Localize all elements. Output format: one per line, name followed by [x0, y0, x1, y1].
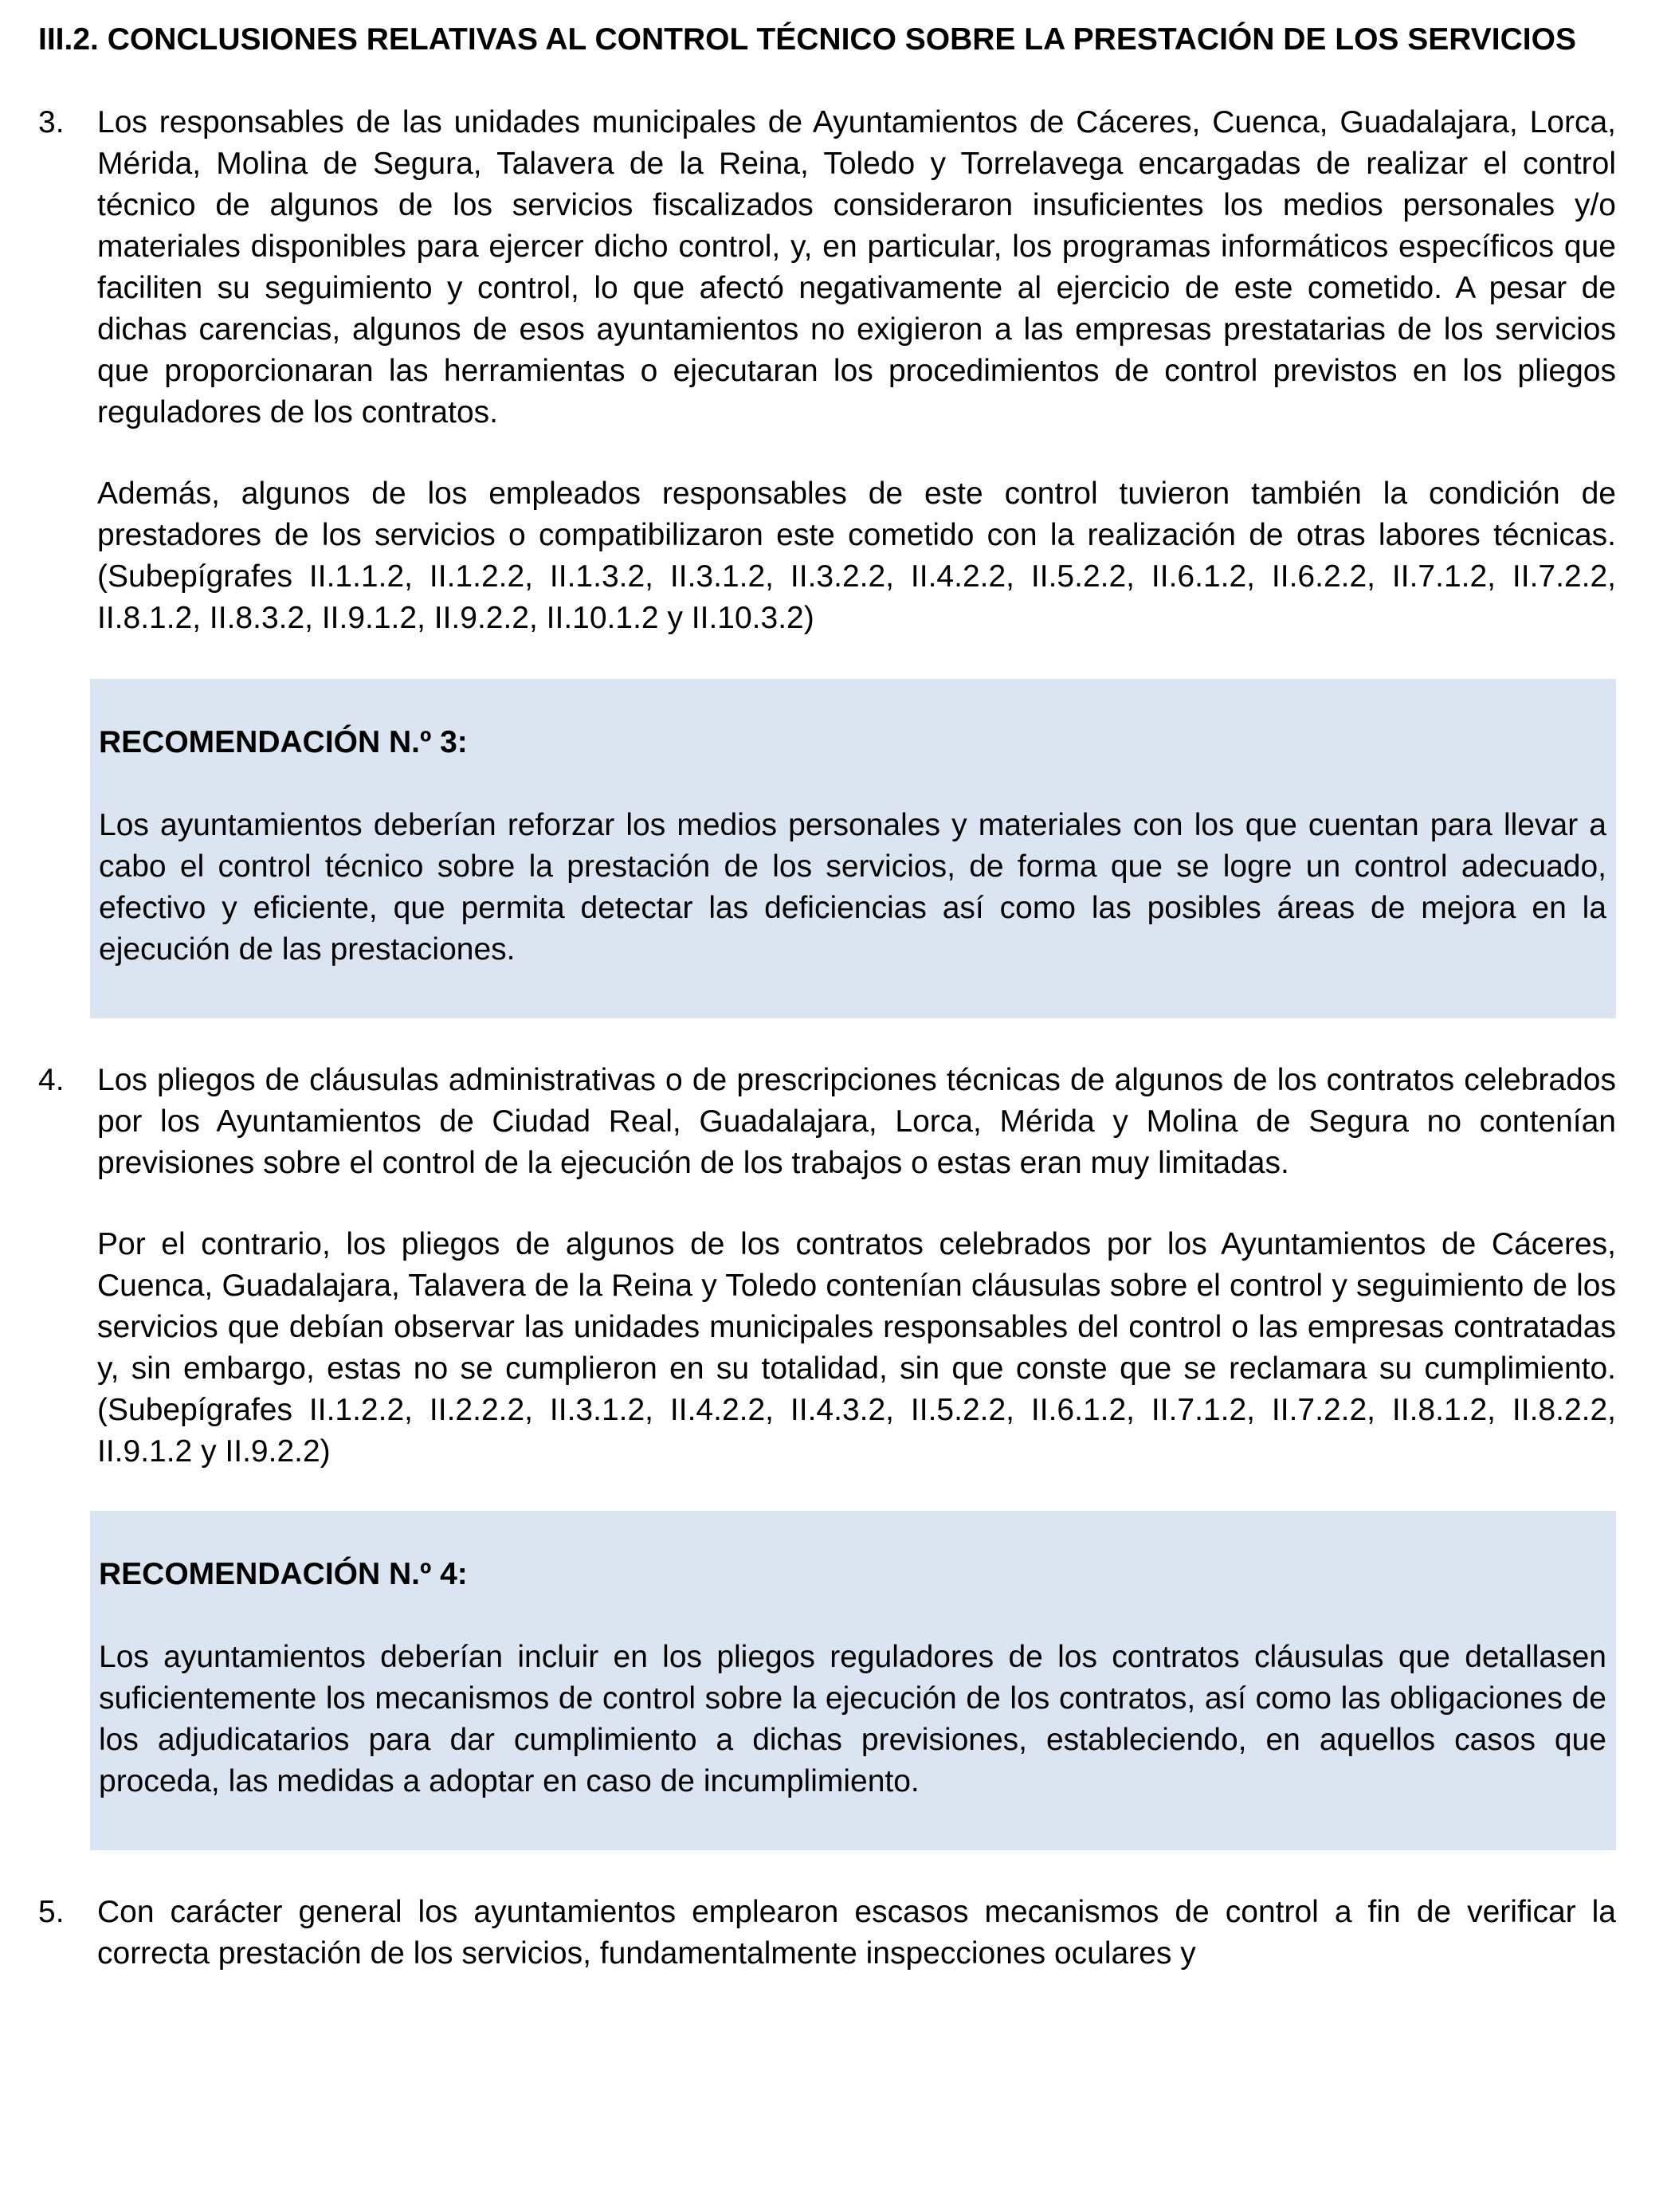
recommendation-text: Los ayuntamientos deberían reforzar los medios personales y materiales con los que cuentan para llevar a cabo el control técnico sobre la prestación de los servicios, de forma que se logre un control adecuado, efectivo y eficiente, que permita detectar las deficiencias así como las posibles áreas de mejora en la ejecución de las prestaciones. [99, 808, 1606, 967]
item-number: 4. [38, 1063, 65, 1097]
item-paragraph: Por el contrario, los pliegos de algunos de los contratos celebrados por los Ayuntamientos de Cáceres, Cuenca, Guadalajara, Talavera de la Reina y Toledo contenían cláusulas sobre el control y seguimiento de los servicios que debían observar las unidades municipales responsables del control o las empresas contratadas y, sin embargo, estas no se cumplieron en su totalidad, sin que conste que se reclamara su cumplimiento. (Subepígrafes II.1.2.2, II.2.2.2, II.3.1.2, II.4.2.2, II.4.3.2, II.5.2.2, II.6.1.2, II.7.1.2, II.7.2.2, II.8.1.2, II.8.2.2, II.9.1.2 y II.9.2.2) [97, 1227, 1616, 1469]
item-number: 5. [38, 1895, 65, 1929]
item-5 [38, 1892, 1616, 1975]
item-paragraph: Con carácter general los ayuntamientos emplearon escasos mecanismos de control a fin de verificar la correcta prestación de los servicios, fundamentalmente inspecciones oculares y [97, 1895, 1616, 1971]
recommendation-text: Los ayuntamientos deberían incluir en los pliegos reguladores de los contratos cláusulas que detallasen suficientemente los mecanismos de control sobre la ejecución de los contratos, así como las obligaciones de los adjudicatarios para dar cumplimiento a dichas previsiones, estableciendo, en aquellos casos que proceda, las medidas a adoptar en caso de incumplimiento. [99, 1640, 1606, 1798]
recommendation-title: RECOMENDACIÓN N.º 3: [99, 725, 468, 759]
item-paragraph: Los responsables de las unidades municipales de Ayuntamientos de Cáceres, Cuenca, Guadalajara, Lorca, Mérida, Molina de Segura, Talavera de la Reina, Toledo y Torrelavega encargadas de realizar el control técnico de algunos de los servicios fiscalizados consideraron insuficientes los medios personales y/o materiales disponibles para ejercer dicho control, y, en particular, los programas informáticos específicos que faciliten su seguimiento y control, lo que afectó negativamente al ejercicio de este cometido. A pesar de dichas carencias, algunos de esos ayuntamientos no exigieron a las empresas prestatarias de los servicios que proporcionaran las herramientas o ejecutaran los procedimientos de control previstos en los pliegos reguladores de los contratos. [97, 105, 1616, 429]
recommendation-box [90, 1511, 1616, 1850]
recommendation-title: RECOMENDACIÓN N.º 4: [99, 1557, 468, 1591]
item-paragraph: Además, algunos de los empleados responsables de este control tuvieron también la condición de prestadores de los servicios o compatibilizaron este cometido con la realización de otras labores técnicas. (Subepígrafes II.1.1.2, II.1.2.2, II.1.3.2, II.3.1.2, II.3.2.2, II.4.2.2, II.5.2.2, II.6.1.2, II.6.2.2, II.7.1.2, II.7.2.2, II.8.1.2, II.8.3.2, II.9.1.2, II.9.2.2, II.10.1.2 y II.10.3.2) [97, 477, 1616, 635]
item-3 [38, 102, 1616, 639]
item-number: 3. [38, 105, 65, 139]
section-title: III.2. CONCLUSIONES RELATIVAS AL CONTROL TÉCNICO SOBRE LA PRESTACIÓN DE LOS SERVICIOS [38, 22, 1576, 57]
item-paragraph: Los pliegos de cláusulas administrativas o de prescripciones técnicas de algunos de los contratos celebrados por los Ayuntamientos de Ciudad Real, Guadalajara, Lorca, Mérida y Molina de Segura no contenían previsiones sobre el control de la ejecución de los trabajos o estas eran muy limitadas. [97, 1063, 1616, 1180]
recommendation-box [90, 679, 1616, 1018]
document-page [38, 19, 1616, 1975]
item-4 [38, 1060, 1616, 1473]
